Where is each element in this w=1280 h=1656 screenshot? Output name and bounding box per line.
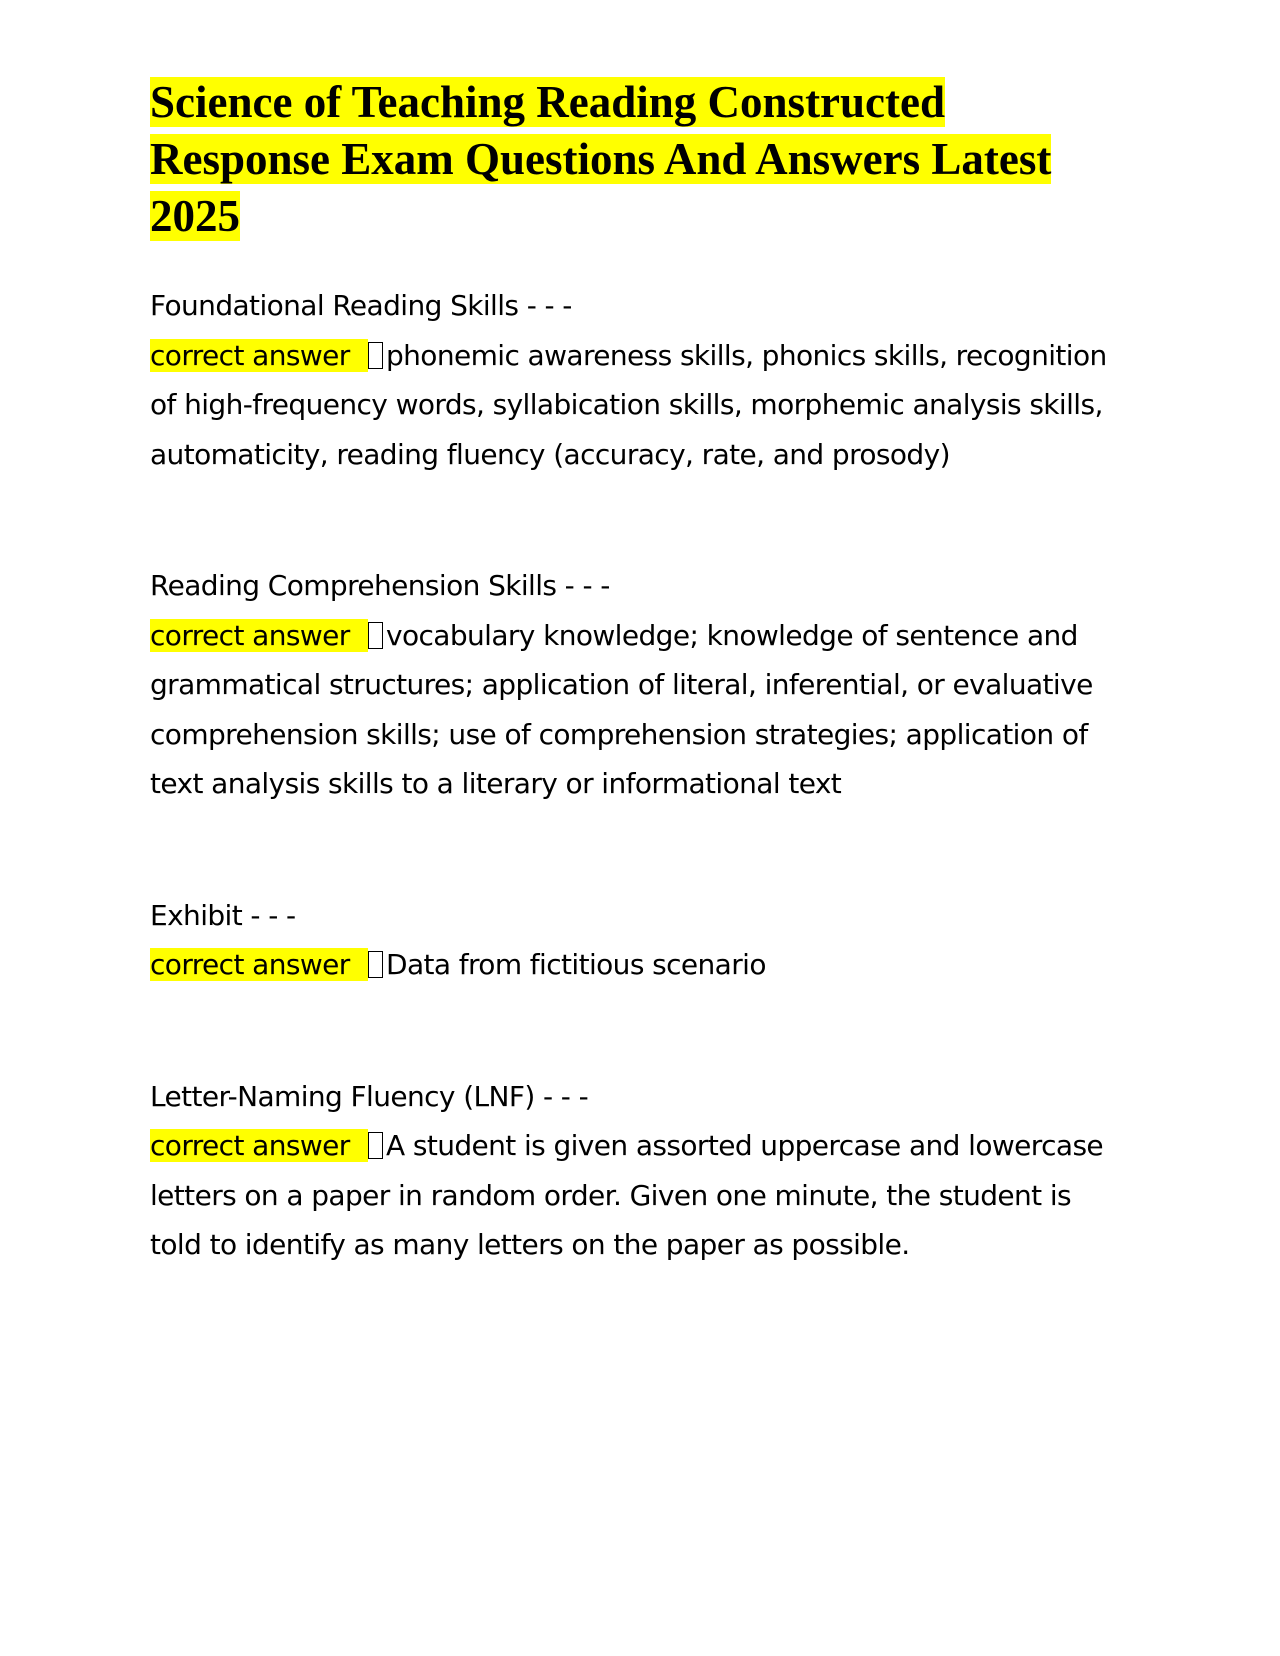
answer-label-highlight: correct answer xyxy=(150,1129,368,1162)
document-page xyxy=(150,74,1110,1352)
answer-text: Data from fictitious scenario xyxy=(385,948,766,981)
document-title xyxy=(150,74,1110,245)
answer-line xyxy=(150,331,1110,480)
answer-text: A student is given assorted uppercase and lowercase letters on a paper in random order. Given one minute, the student is told to identify as many letters on the paper as possible. xyxy=(150,1129,1104,1261)
answer-label-highlight: correct answer xyxy=(150,339,368,372)
qa-entry-exhibit xyxy=(150,891,1110,990)
answer-label-highlight: correct answer xyxy=(150,619,368,652)
question-term: Letter-Naming Fluency (LNF) - - - xyxy=(150,1079,589,1113)
qa-list xyxy=(150,281,1110,1270)
qa-entry-reading-comprehension-skills xyxy=(150,561,1110,809)
title-highlight: Science of Teaching Reading Constructed Response Exam Questions And Answers Latest 2025 xyxy=(150,77,1052,241)
question-term: Reading Comprehension Skills - - - xyxy=(150,569,610,602)
answer-line xyxy=(150,1121,1110,1270)
qa-entry-letter-naming-fluency xyxy=(150,1072,1110,1270)
missing-glyph-icon xyxy=(368,1132,383,1159)
answer-line xyxy=(150,940,1110,990)
question-term: Exhibit - - - xyxy=(150,898,296,932)
missing-glyph-icon xyxy=(368,951,383,978)
missing-glyph-icon xyxy=(368,622,383,649)
question-term: Foundational Reading Skills - - - xyxy=(150,289,572,322)
answer-text: phonemic awareness skills, phonics skills, recognition of high-frequency words, syllabication skills, morphemic analysis skills, automaticity, reading fluency (accuracy, rate, and prosody) xyxy=(150,338,1107,471)
answer-text: vocabulary knowledge; knowledge of sentence and grammatical structures; application of literal, inferential, or evaluative comprehension skills; use of comprehension strategies; application of text analysis skills to a literary or informational text xyxy=(150,618,1093,800)
qa-entry-foundational-reading-skills xyxy=(150,281,1110,479)
answer-line xyxy=(150,611,1110,809)
answer-label-highlight: correct answer xyxy=(150,948,368,981)
missing-glyph-icon xyxy=(368,342,383,369)
